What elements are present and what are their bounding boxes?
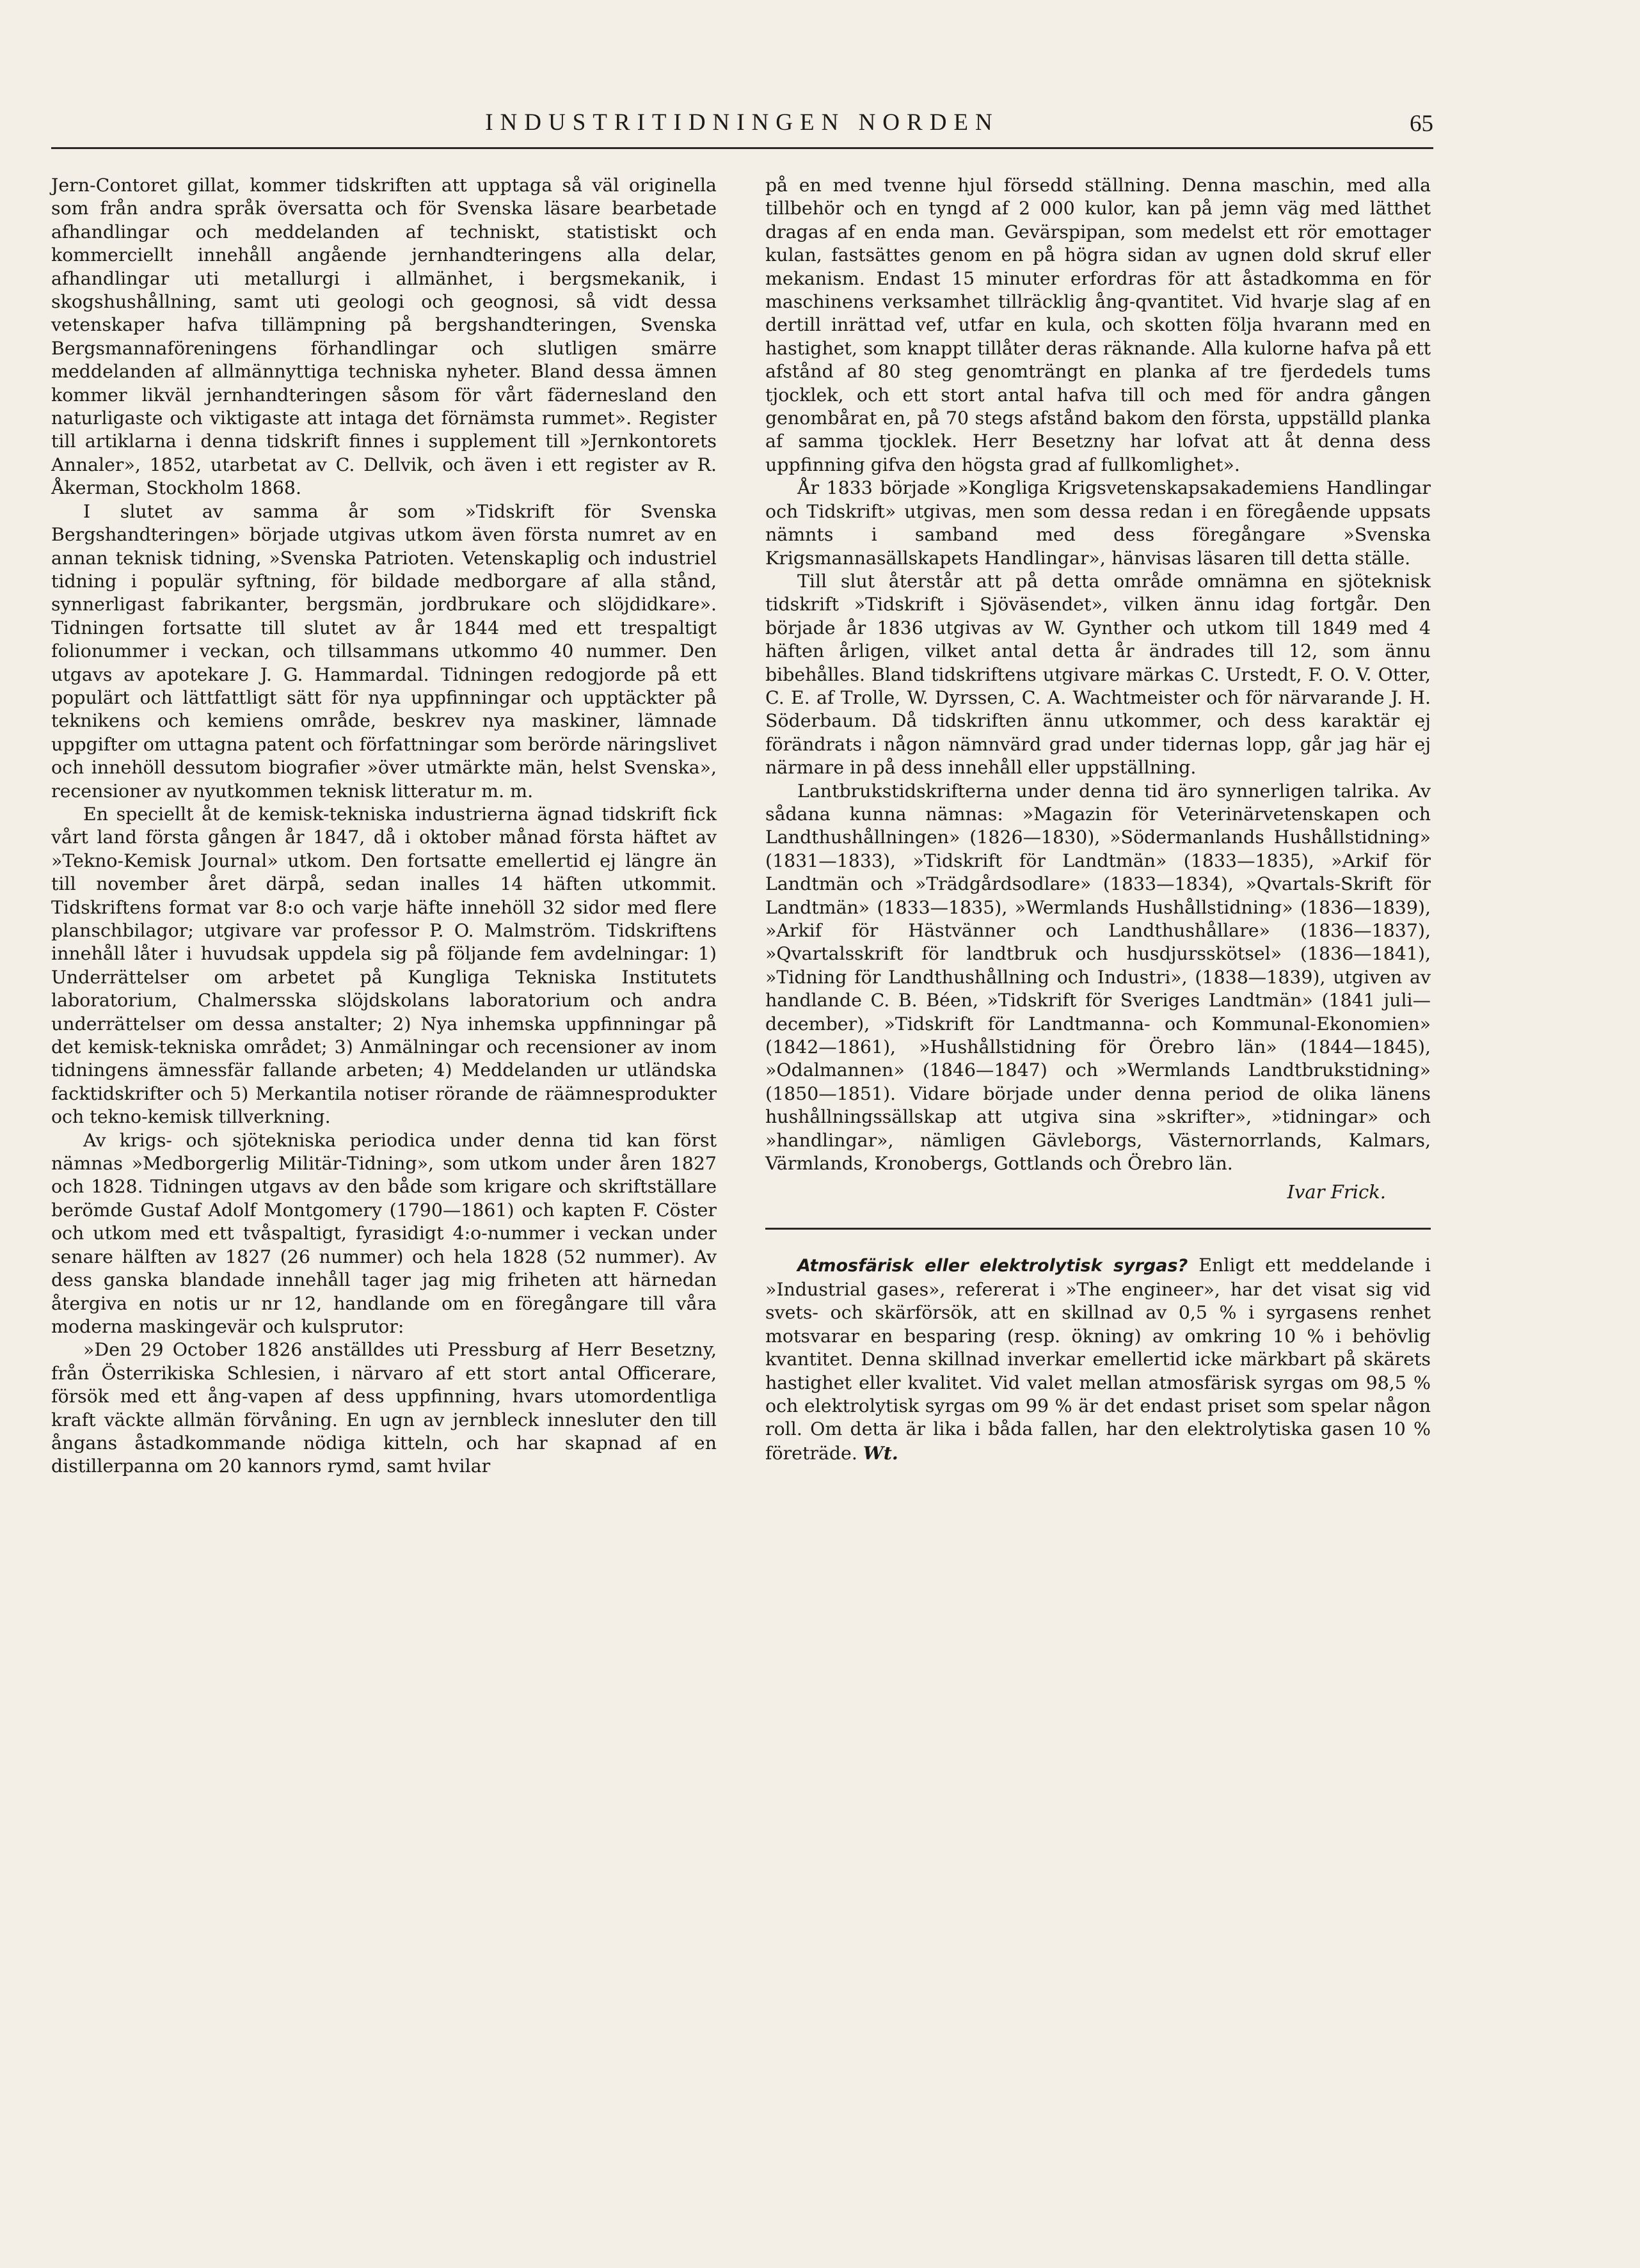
paragraph: Jern-Contoret gillat, kommer tidskriften att upptaga så väl originella som från andra språk översatta och för Svenska läsare bearbetade afhandlingar och meddelanden af techniskt, statistiskt och kommerciellt innehåll angående jernhandteringens alla delar, afhandlingar uti metallurgi i allmänhet, i bergsmekanik, i skogshushållning, samt uti geologi och geognosi, så vidt dessa vetenskaper hafva tillämpning på bergshandteringen, Svenska Bergsmannaföreningens förhandlingar och slutligen smärre meddelanden af allmännyttiga techniska nyheter. Bland dessa ämnen kommer likväl jernhandteringen såsom för vårt fädernesland den naturligaste och viktigaste att intaga det förnämsta rummet». Register till artiklarna i denna tidskrift finnes i supplement till »Jernkontorets Annaler», 1852, utarbetat av C. Dellvik, och även i ett register av R. Åkerman, Stockholm 1868. xyxy=(51,175,717,499)
paragraph: »Den 29 October 1826 anställdes uti Pressburg af Herr Besetzny, från Österrikiska Schlesien, i närvaro af ett stort antal Officerare, försök med ett ång-vapen af dess uppfinning, hvars utomordentliga kraft väckte allmän förvåning. En ugn av jernbleck innesluter den till ångans åstadkommande nödiga kitteln, och har skapnad af en distillerpanna om 20 kannors rymd, samt hvilar xyxy=(51,1339,717,1477)
right-column xyxy=(765,174,1431,1465)
page-number: 65 xyxy=(1410,111,1433,137)
running-title: INDUSTRITIDNINGEN NORDEN xyxy=(485,109,999,136)
paragraph: på en med tvenne hjul försedd ställning. Denna maschin, med alla tillbehör och en tyngd af 2 000 kulor, kan på jemn väg med lätthet dragas af en enda man. Gevärspipan, som medelst ett rör emottager kulan, fastsättes genom en på högra sidan av ugnen dold skruf eller mekanism. Endast 15 minuter erfordras för att åstadkomma en för maschinens verksamhet tillräcklig ång-qvantitet. Vid hvarje slag af en dertill inrättad vef, utfar en kula, och skotten följa hvarann med en hastighet, som knappt tillåter deras räknande. Alla kulorne hafva på ett afstånd af 80 steg genomträngt en planka af tre fjerdedels tums tjocklek, och ett stort antal hafva till och med för andra gången genombårat en, på 70 stegs afstånd bakom den första, uppställd planka af samma tjocklek. Herr Besetzny har lofvat att åt denna dess uppfinning gifva den högsta grad af fullkomlighet». xyxy=(765,175,1431,475)
author-signature: Ivar Frick. xyxy=(1287,1181,1386,1203)
page-header xyxy=(51,102,1433,149)
news-body: Enligt ett meddelande i »Industrial gases», refererat i »The engineer», har det visat sig vid svets- och skärförsök, att en skillnad av 0,5 % i syrgasens renhet motsvarar en besparing (resp. ökning) av omkring 10 % i behövlig kvantitet. Denna skillnad inverkar emellertid icke märkbart på skärets hastighet eller kvalitet. Vid valet mellan atmosfärisk syrgas om 98,5 % och elektrolytisk syrgas om 99 % är det endast priset som spelar någon roll. Om detta är lika i båda fallen, har den elektrolytiska gasen 10 % företräde. xyxy=(765,1255,1431,1464)
news-item xyxy=(765,1254,1431,1465)
paragraph: Lantbrukstidskrifterna under denna tid äro synnerligen talrika. Av sådana kunna nämnas: »Magazin för Veterinärvetenskapen och Landthushållningen» (1826—1830), »Södermanlands Hushållstidning» (1831—1833), »Tidskrift för Landtmän» (1833—1835), »Arkif för Landtmän och »Trädgårdsodlare» (1833—1834), »Qvartals-Skrift för Landtmän» (1833—1835), »Wermlands Hushållstidning» (1836—1839), »Arkif för Hästvänner och Landthushållare» (1836—1837), »Qvartalsskrift för landtbruk och husdjursskötsel» (1836—1841), »Tidning för Landthushållning och Industri», (1838—1839), utgiven av handlande C. B. Béen, »Tidskrift för Sveriges Landtmän» (1841 juli—december), »Tidskrift för Landtmanna- och Kommunal-Ekonomien» (1842—1861), »Hushållstidning för Örebro län» (1844—1845), »Odalmannen» (1846—1847) och »Wermlands Landtbrukstidning» (1850—1851). Vidare började under denna period de olika länens hushållningssällskap att utgiva sina »skrifter», »tidningar» och »handlingar», nämligen Gävleborgs, Västernorrlands, Kalmars, Värmlands, Kronobergs, Gottlands och Örebro län. xyxy=(765,780,1431,1175)
section-divider xyxy=(765,1228,1431,1230)
news-signature: Wt. xyxy=(863,1441,898,1464)
paragraph: En speciellt åt de kemisk-tekniska industrierna ägnad tidskrift fick vårt land första gången år 1847, då i oktober månad första häftet av »Tekno-Kemisk Journal» utkom. Den fortsatte emellertid ej längre än till november året därpå, sedan inalles 14 häften utkommit. Tidskriftens format var 8:o och varje häfte innehöll 32 sidor med flere planschbilagor; utgivare var professor P. O. Malmström. Tidskriftens innehåll låter i huvudsak uppdela sig på följande fem avdelningar: 1) Underrättelser om arbetet på Kungliga Tekniska Institutets laboratorium, Chalmersska slöjdskolans laboratorium och andra underrättelser om dessa anstalter; 2) Nya inhemska uppfinningar på det kemisk-tekniska området; 3) Anmälningar och recensioner av inom tidningens ämnessfär fallande arbeten; 4) Meddelanden ur utländska facktidskrifter och 5) Merkantila notiser rörande de räämnesprodukter och tekno-kemisk tillverkning. xyxy=(51,803,717,1128)
left-column xyxy=(51,174,717,2266)
news-heading: Atmosfärisk eller elektrolytisk syrgas? xyxy=(797,1256,1188,1276)
paragraph: År 1833 började »Kongliga Krigsvetenskapsakademiens Handlingar och Tidskrift» utgivas, men som dessa redan i en föregående uppsats nämnts i samband med dess föregångare »Svenska Krigsmannasällskapets Handlingar», hänvisas läsaren till detta ställe. xyxy=(765,477,1431,569)
paragraph: I slutet av samma år som »Tidskrift för Svenska Bergshandteringen» började utgivas utkom även första numret av en annan teknisk tidning, »Svenska Patrioten. Vetenskaplig och industriel tidning i populär syftning, för bildade medborgare af alla stånd, synnerligast fabrikanter, bergsmän, jordbrukare och slöjdidkare». Tidningen fortsatte till slutet av år 1844 med ett trespaltigt folionummer i veckan, och tillsammans utkommo 40 nummer. Den utgavs av apotekare J. G. Hammardal. Tidningen redogjorde på ett populärt och lättfattligt sätt för nya uppfinningar och upptäckter på teknikens och kemiens område, beskrev nya maskiner, lämnade uppgifter om uttagna patent och författningar som berörde näringslivet och innehöll dessutom biografier »över utmärkte män, helst Svenska», recensioner av nyutkommen teknisk litteratur m. m. xyxy=(51,500,717,802)
paragraph: Till slut återstår att på detta område omnämna en sjöteknisk tidskrift »Tidskrift i Sjöväsendet», vilken ännu idag fortgår. Den började år 1836 utgivas av W. Gynther och utkom till 1849 med 4 häften årligen, vilket antal detta år ändrades till 12, som ännu bibehålles. Bland tidskriftens utgivare märkas C. Urstedt, F. O. V. Otter, C. E. af Trolle, W. Dyrssen, C. A. Wachtmeister och för närvarande J. H. Söderbaum. Då tidskriften ännu utkommer, och dess karaktär ej förändrats i någon nämnvärd grad under tidernas lopp, går jag här ej närmare in på dess innehåll eller uppställning. xyxy=(765,570,1431,779)
paragraph: Av krigs- och sjötekniska periodica under denna tid kan först nämnas »Medborgerlig Militär-Tidning», som utkom under åren 1827 och 1828. Tidningen utgavs av den både som krigare och skriftställare berömde Gustaf Adolf Montgomery (1790—1861) och kapten F. Cöster och utkom med ett tvåspaltigt, fyrasidigt 4:o-nummer i veckan under senare hälften av 1827 (26 nummer) och hela 1828 (52 nummer). Av dess ganska blandade innehåll tager jag mig friheten att härnedan återgiva en notis ur nr 12, handlande om en föregångare till våra moderna maskingevär och kulsprutor: xyxy=(51,1129,717,1337)
